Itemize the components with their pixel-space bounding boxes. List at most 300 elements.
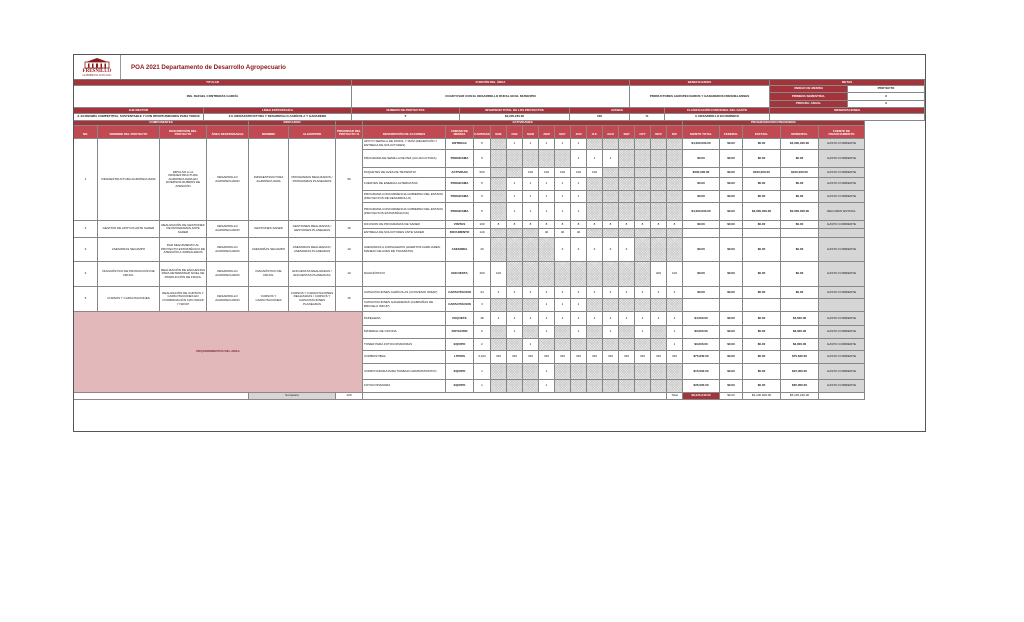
month-value <box>491 238 507 262</box>
month-value: 2 <box>571 287 587 299</box>
month-value <box>571 262 587 287</box>
column-header: MAR <box>523 126 539 139</box>
column-header: ALGORITMO <box>289 126 336 139</box>
month-value <box>507 150 523 168</box>
column-header: MAY <box>555 126 571 139</box>
month-value <box>507 339 523 351</box>
month-value: 4 <box>539 312 555 326</box>
month-value <box>635 191 651 203</box>
activity-unit: ENCUESTA <box>446 262 474 287</box>
document-title: POA 2021 Departamento de Desarrollo Agropecuario <box>131 63 286 71</box>
fuente-financiamiento <box>819 229 865 238</box>
activity-description: COMBUSTIBLE <box>363 351 446 364</box>
activity-description: TONER PARA FOTOCOPIADORAS <box>363 339 446 351</box>
requirements-section <box>74 312 925 393</box>
activity-unit: PROGRAMA <box>446 150 474 168</box>
month-value <box>619 168 635 178</box>
sumatoria-label: Sumatoria <box>249 393 336 400</box>
fuente-financiamiento: RECURSO ESTATAL <box>819 203 865 221</box>
month-value <box>587 229 603 238</box>
month-value: 8 <box>603 221 619 229</box>
month-value: 8 <box>635 221 651 229</box>
inversion-header: INVERSION TOTAL DE LOS PROYECTOS <box>460 108 570 114</box>
month-value <box>635 168 651 178</box>
month-value: 2 <box>491 287 507 299</box>
month-value <box>523 262 539 287</box>
requirement-row <box>363 339 865 351</box>
monto-municipal: $4,500.00 <box>781 312 819 326</box>
fuente-financiamiento: GASTO CORRIENTE <box>819 312 865 326</box>
month-value <box>619 262 635 287</box>
month-value <box>555 262 571 287</box>
project-alg: PROGRAMAS REALIZADOS / PROGRAMAS PLANEADOS <box>289 139 336 221</box>
project-group <box>74 287 925 312</box>
activity-row <box>363 262 865 287</box>
activity-unit: DOCUMENTO <box>446 229 474 238</box>
monto-estatal: $0.00 <box>743 221 781 229</box>
month-value <box>619 191 635 203</box>
monto-municipal: $35,000.00 <box>781 380 819 393</box>
activity-row <box>363 178 865 191</box>
month-value: 2 <box>603 287 619 299</box>
titular-value: ING. RAFAEL CONTRERAS GARCÍA <box>74 86 352 108</box>
month-value: 4 <box>587 312 603 326</box>
nproy-header: NUMERO DE PROYECTOS <box>352 108 460 114</box>
activity-description: COMPUTADORA PARA TRABAJO ADMINISTRATIVO <box>363 364 446 380</box>
eje-header: EJE RECTOR <box>74 108 204 114</box>
monto-total: $4,000,000.00 <box>683 203 720 221</box>
month-value <box>523 299 539 312</box>
footer-spacer-2 <box>363 393 667 400</box>
month-value <box>667 229 683 238</box>
fuente-financiamiento: GASTO CORRIENTE <box>819 339 865 351</box>
observaciones-value <box>770 114 925 121</box>
project-area: DESARROLLO AGROPECUARIO <box>207 287 249 312</box>
month-value <box>667 380 683 393</box>
month-value: 1 <box>507 178 523 191</box>
fuente-financiamiento: GASTO CORRIENTE <box>819 380 865 393</box>
month-value <box>603 191 619 203</box>
month-value: 1 <box>571 203 587 221</box>
month-value: 1 <box>555 178 571 191</box>
footer-spacer-3 <box>819 393 865 400</box>
activity-quantity: 48 <box>474 312 491 326</box>
activity-row <box>363 139 865 150</box>
requirements-rows <box>363 312 865 393</box>
monto-estatal: $100,000.00 <box>743 168 781 178</box>
activity-quantity: 3,912 <box>474 351 491 364</box>
month-value: 1 <box>507 326 523 339</box>
month-value <box>587 203 603 221</box>
month-value <box>555 364 571 380</box>
project-prio: 15 <box>336 221 363 238</box>
month-value: 100 <box>571 168 587 178</box>
monto-estatal: $0.00 <box>743 238 781 262</box>
month-value: 326 <box>603 351 619 364</box>
month-value: 1 <box>667 339 683 351</box>
monto-total: $0.00 <box>683 150 720 168</box>
column-header: NOMBRE DEL PROYECTO <box>98 126 160 139</box>
activity-description: PROGRAMA DE SEMILLA DE PEZ (ACUACULTURA) <box>363 150 446 168</box>
month-value: 4 <box>603 238 619 262</box>
month-value <box>635 238 651 262</box>
activity-quantity: 140 <box>474 229 491 238</box>
project-ind: DIAGNÓSTICO DE FRIJOL <box>249 262 289 287</box>
month-value: 1 <box>523 191 539 203</box>
activity-unit: EQUIPO <box>446 380 474 393</box>
project-activities <box>363 262 865 287</box>
activity-unit: EQUIPO <box>446 364 474 380</box>
month-value <box>507 262 523 287</box>
monto-estatal: $0.00 <box>743 326 781 339</box>
fuente-financiamiento: GASTO CORRIENTE <box>819 139 865 150</box>
month-value: 8 <box>523 221 539 229</box>
fuente-financiamiento: GASTO CORRIENTE <box>819 150 865 168</box>
month-value <box>603 229 619 238</box>
project-alg: ENCUESTAS REALIZADAS / ENCUESTAS PLANEADAS <box>289 262 336 287</box>
activity-unit: CAPACITACION <box>446 287 474 299</box>
totals-row <box>74 393 925 400</box>
month-value: 4 <box>523 312 539 326</box>
month-value <box>523 229 539 238</box>
document-header <box>74 55 925 80</box>
linea-value: 3.6. INFRAESTRUCTURA Y DESARROLLO AGRÍCOLA Y GANADERO <box>204 114 352 121</box>
month-value <box>587 191 603 203</box>
month-value: 1 <box>603 150 619 168</box>
monto-municipal: $3,000.00 <box>781 326 819 339</box>
month-value <box>651 191 667 203</box>
monto-federal: $0.00 <box>720 139 743 150</box>
activity-unit: EQUIPO <box>446 339 474 351</box>
month-value: 1 <box>523 203 539 221</box>
fuente-financiamiento: GASTO CORRIENTE <box>819 351 865 364</box>
month-value: 1 <box>635 326 651 339</box>
month-value <box>555 326 571 339</box>
month-value <box>651 339 667 351</box>
eje-value: 3. ECONOMÍA COMPETITIVA, SUSTENTABLE Y CON OPORTUNIDADES PARA TODOS <box>74 114 204 121</box>
requirement-row <box>363 351 865 364</box>
month-value <box>603 168 619 178</box>
month-value <box>635 299 651 312</box>
month-value <box>523 380 539 393</box>
project-group <box>74 238 925 262</box>
month-value: 1 <box>539 326 555 339</box>
column-header: NOMBRE <box>249 126 289 139</box>
activity-unit: ASESORIA <box>446 238 474 262</box>
month-value: 8 <box>539 221 555 229</box>
fuente-financiamiento: GASTO CORRIENTE <box>819 364 865 380</box>
month-value <box>603 339 619 351</box>
column-header: ENE <box>491 126 507 139</box>
monto-municipal: $0.00 <box>781 150 819 168</box>
month-value: 1 <box>539 380 555 393</box>
avance-value: 100 <box>570 114 630 121</box>
column-header-row <box>74 126 925 139</box>
month-value: 40 <box>555 229 571 238</box>
project-no: 4 <box>74 262 98 287</box>
column-header: FEB <box>507 126 523 139</box>
monto-total: $75,840.00 <box>683 351 720 364</box>
column-header: PRIORIDAD DEL PROYECTO % <box>336 126 363 139</box>
monto-estatal: $0.00 <box>743 380 781 393</box>
metas-row <box>770 93 925 100</box>
month-value <box>651 168 667 178</box>
month-value: 2 <box>651 287 667 299</box>
month-value <box>651 203 667 221</box>
monto-federal: $0.00 <box>720 221 743 229</box>
metas-value: 3 <box>848 93 925 100</box>
footer-spacer <box>74 393 249 400</box>
nproy-value: 5 <box>352 114 460 121</box>
fresnillo-logo <box>74 55 121 79</box>
month-value: 4 <box>571 312 587 326</box>
month-value: 326 <box>587 351 603 364</box>
logo-subtext: GOBIERNO 2018-2021 <box>82 73 112 77</box>
month-value <box>635 178 651 191</box>
month-value: 326 <box>523 351 539 364</box>
monto-federal: $0.00 <box>720 364 743 380</box>
month-value <box>667 168 683 178</box>
month-value: 1 <box>571 299 587 312</box>
activity-description: PROGRAMA CONCURRENCIA GOBIERNO DEL ESTADO (PROYECTOS ESTRATÉGICOS) <box>363 203 446 221</box>
column-header: OCT <box>635 126 651 139</box>
month-value <box>491 191 507 203</box>
fuente-financiamiento: GASTO CORRIENTE <box>819 191 865 203</box>
month-value: 1 <box>523 178 539 191</box>
month-value <box>619 139 635 150</box>
activity-description: PAQUETES DE AVES DE TRASPATIO <box>363 168 446 178</box>
metas-row <box>770 101 925 108</box>
month-value <box>587 178 603 191</box>
requirement-row <box>363 364 865 380</box>
project-desc: REALIZACIÓN DE GESTIONES DE PROGRAMAS ANTE SADER <box>160 221 207 238</box>
monto-total: $200,000.00 <box>683 168 720 178</box>
monto-estatal: $2,000,000.00 <box>743 203 781 221</box>
month-value <box>507 364 523 380</box>
total-municipal: $6,145,240.00 <box>781 393 819 400</box>
column-header: DESCRIPCIÓN DEL PROYECTO <box>160 126 207 139</box>
month-value <box>491 364 507 380</box>
month-value <box>635 364 651 380</box>
activity-quantity: 5 <box>474 191 491 203</box>
project-desc: DAR SEGUIMIENTO AL PROYECTO ESTRATÉGICO DE ATENCIÓN A JORNALEROS <box>160 238 207 262</box>
monto-municipal: $15,000.00 <box>781 364 819 380</box>
activity-description: CAPACITACIONES AGRÍCOLAS (CONVENIO INIFAP) <box>363 287 446 299</box>
month-value <box>651 326 667 339</box>
project-area: DESARROLLO AGROPECUARIO <box>207 139 249 221</box>
sumatoria-value: 100 <box>336 393 363 400</box>
project-name: DIAGNÓSTICO DE PRODUCCIÓN DE FRIJOL <box>98 262 160 287</box>
monto-total: $4,000,000.00 <box>683 139 720 150</box>
month-value <box>587 339 603 351</box>
month-value: 8 <box>571 221 587 229</box>
month-value: 1 <box>571 191 587 203</box>
project-activities <box>363 221 865 238</box>
monto-total: $15,000.00 <box>683 364 720 380</box>
month-value: 1 <box>667 326 683 339</box>
month-value <box>651 150 667 168</box>
monto-total <box>683 229 720 238</box>
activity-description: ASESORIAS A JORNALEROS (HUERTOS FAMILIARES, MANEJO DE AVES DE TRASPATIO) <box>363 238 446 262</box>
requirement-row <box>363 380 865 393</box>
month-value <box>587 299 603 312</box>
month-value <box>587 364 603 380</box>
titular-header: TITULAR <box>74 80 352 86</box>
total-federal: $0.00 <box>720 393 743 400</box>
project-name: ASESORIAS SECAMPO <box>98 238 160 262</box>
clasificacion-header: CLASIFICACIÓN FUNCIONAL DEL GASTO <box>665 108 770 114</box>
monto-estatal <box>743 229 781 238</box>
monto-federal: $0.00 <box>720 238 743 262</box>
month-value: 1 <box>507 191 523 203</box>
activity-quantity: 24 <box>474 287 491 299</box>
monto-estatal: $0.00 <box>743 364 781 380</box>
month-value <box>667 364 683 380</box>
month-value <box>491 380 507 393</box>
activity-quantity: 5 <box>474 150 491 168</box>
column-header: ESTATAL <box>743 126 781 139</box>
month-value: 1 <box>523 339 539 351</box>
activity-unit: ENTREGA <box>446 139 474 150</box>
month-value: 4 <box>667 312 683 326</box>
month-value <box>667 139 683 150</box>
month-value: 8 <box>587 221 603 229</box>
month-value <box>587 262 603 287</box>
month-value <box>603 203 619 221</box>
project-alg: GESTIONES REALIZADAS / GESTIONES PLANEADAS <box>289 221 336 238</box>
month-value: 4 <box>507 312 523 326</box>
month-value: 40 <box>539 229 555 238</box>
eje-values-row <box>74 114 925 121</box>
activity-quantity: 1 <box>474 364 491 380</box>
activity-description: FOTOCOPIADORA <box>363 380 446 393</box>
fuente-financiamiento: GASTO CORRIENTE <box>819 238 865 262</box>
activity-quantity: 5 <box>474 203 491 221</box>
area-value: COADYUVAR CON EL DESARROLLO RURAL EN EL MUNICIPIO <box>352 86 630 108</box>
month-value: 326 <box>635 351 651 364</box>
monto-total: $0.00 <box>683 238 720 262</box>
month-value <box>651 178 667 191</box>
activity-description: FUENTES DE ENERGIA ALTERNATIVA <box>363 178 446 191</box>
activity-quantity: 100 <box>474 221 491 229</box>
project-ind: ASESORÍAS SECAMPO <box>249 238 289 262</box>
month-value: 2 <box>539 287 555 299</box>
project-area: DESARROLLO AGROPECUARIO <box>207 238 249 262</box>
project-prio: 50 <box>336 139 363 221</box>
monto-total <box>683 299 720 312</box>
monto-federal: $0.00 <box>720 380 743 393</box>
column-header: JUL <box>587 126 603 139</box>
monto-total: $0.00 <box>683 221 720 229</box>
monto-municipal <box>781 299 819 312</box>
monto-total: $35,000.00 <box>683 380 720 393</box>
monto-estatal: $0.00 <box>743 191 781 203</box>
month-value: 4 <box>555 238 571 262</box>
activity-row <box>363 287 865 299</box>
month-value: 1 <box>539 299 555 312</box>
activity-section <box>74 139 925 393</box>
month-value <box>491 203 507 221</box>
beneficiarios-value: PRODUCTORES AGROPECUARIOS Y GANADEROS FRESNILLENSES <box>630 86 770 108</box>
monto-total: $0.00 <box>683 262 720 287</box>
month-value: 1 <box>555 203 571 221</box>
month-value: 2 <box>507 287 523 299</box>
inversion-value: $2,245,240.00 <box>460 114 570 121</box>
month-value <box>603 380 619 393</box>
monto-municipal: $0.00 <box>781 178 819 191</box>
month-value: 2 <box>667 287 683 299</box>
column-header: DESCRIPCIÓN DE ACCIONES <box>363 126 446 139</box>
month-value <box>539 150 555 168</box>
month-value: 4 <box>619 238 635 262</box>
monto-federal: $0.00 <box>720 191 743 203</box>
month-value <box>523 364 539 380</box>
activity-quantity: 500 <box>474 168 491 178</box>
monto-estatal <box>743 299 781 312</box>
poa-spreadsheet <box>73 54 926 432</box>
activity-description: CAPACITACIONES GANADERAS (CAMPAÑAS DE BRUCELA ISIFUP) <box>363 299 446 312</box>
month-value: 1 <box>523 139 539 150</box>
activity-quantity: 1 <box>474 380 491 393</box>
month-value <box>491 299 507 312</box>
monto-federal: $0.00 <box>720 168 743 178</box>
month-value: 326 <box>619 351 635 364</box>
month-value <box>619 203 635 221</box>
column-header: FEDERAL <box>720 126 743 139</box>
month-value <box>603 364 619 380</box>
month-value <box>491 178 507 191</box>
month-value <box>507 229 523 238</box>
month-value: 40 <box>571 229 587 238</box>
monto-federal: $0.00 <box>720 351 743 364</box>
month-value: 2 <box>523 287 539 299</box>
month-value: 100 <box>523 168 539 178</box>
project-prio: 10 <box>336 262 363 287</box>
activity-description: DIAGNÓSTICO <box>363 262 446 287</box>
month-value <box>555 150 571 168</box>
monto-total: $0.00 <box>683 287 720 299</box>
month-value: 1 <box>507 203 523 221</box>
metas-label: UNIDAD DE MEDIDA <box>770 86 848 93</box>
project-prio: 10 <box>336 238 363 262</box>
month-value: 1 <box>571 139 587 150</box>
monto-estatal: $0.00 <box>743 287 781 299</box>
month-value <box>667 299 683 312</box>
activity-unit: PAQUETE <box>446 312 474 326</box>
column-header: ÁREA RESPONSABLE <box>207 126 249 139</box>
month-value: 1 <box>571 326 587 339</box>
building-icon <box>84 57 110 69</box>
month-value <box>491 229 507 238</box>
monto-federal <box>720 299 743 312</box>
month-value: 326 <box>667 351 683 364</box>
month-value: 1 <box>555 191 571 203</box>
monto-estatal: $0.00 <box>743 351 781 364</box>
month-value: 326 <box>491 351 507 364</box>
month-value: 1 <box>539 139 555 150</box>
month-value <box>507 299 523 312</box>
month-value <box>635 339 651 351</box>
month-value <box>619 299 635 312</box>
activity-quantity: 6 <box>474 326 491 339</box>
month-value: 100 <box>539 168 555 178</box>
month-value <box>667 203 683 221</box>
project-desc: IMPULSO A LA INFRAESTRUCTURA AGROPECUARIA EN DIVERSOS RUBROS DE ATENCIÓN <box>160 139 207 221</box>
month-value <box>491 339 507 351</box>
fuente-financiamiento: GASTO CORRIENTE <box>819 221 865 229</box>
project-activities <box>363 287 865 312</box>
column-header: FUENTE DE FINANCIAMIENTO <box>819 126 865 139</box>
